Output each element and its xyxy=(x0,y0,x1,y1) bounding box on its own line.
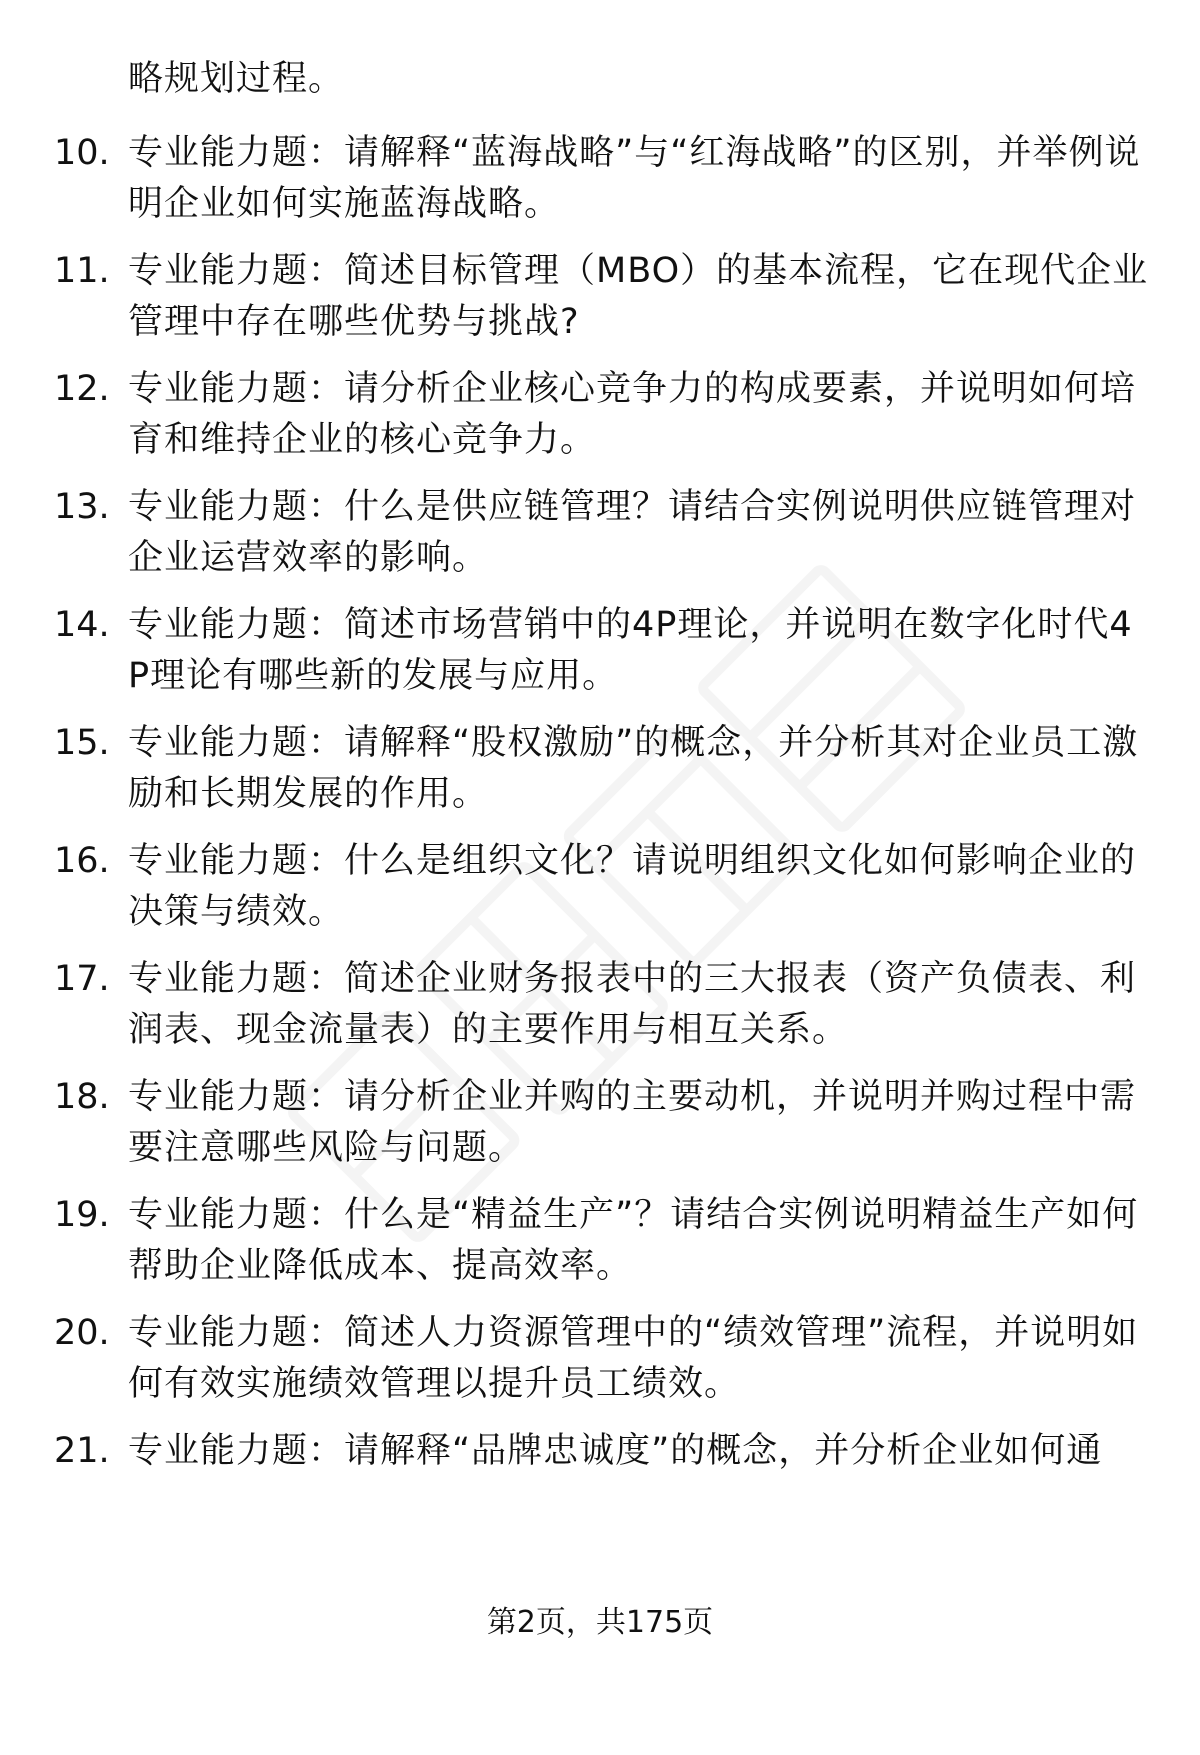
question-text: 专业能力题：什么是“精益生产”？请结合实例说明精益生产如何帮助企业降低成本、提高效率。 xyxy=(128,1195,1139,1286)
question-number: 18. xyxy=(54,1077,110,1117)
question-text: 专业能力题：什么是组织文化？请说明组织文化如何影响企业的决策与绩效。 xyxy=(128,841,1137,932)
question-text: 专业能力题：请解释“品牌忠诚度”的概念，并分析企业如何通 xyxy=(128,1431,1103,1471)
question-text: 专业能力题：简述企业财务报表中的三大报表（资产负债表、利润表、现金流量表）的主要作用与相互关系。 xyxy=(128,959,1137,1050)
question-number: 11. xyxy=(54,251,110,291)
question-number: 10. xyxy=(54,133,110,173)
question-text: 专业能力题：请分析企业核心竞争力的构成要素，并说明如何培育和维持企业的核心竞争力。 xyxy=(128,369,1137,460)
question-text: 专业能力题：简述市场营销中的4P理论，并说明在数字化时代4P理论有哪些新的发展与应用。 xyxy=(128,605,1133,696)
question-text: 专业能力题：简述人力资源管理中的“绩效管理”流程，并说明如何有效实施绩效管理以提升员工绩效。 xyxy=(128,1313,1139,1404)
question-number: 14. xyxy=(54,605,110,645)
question-number: 19. xyxy=(54,1195,110,1235)
continued-text: 略规划过程。 xyxy=(128,59,345,99)
question-text: 专业能力题：请解释“股权激励”的概念，并分析其对企业员工激励和长期发展的作用。 xyxy=(128,723,1139,814)
question-number: 20. xyxy=(54,1313,110,1353)
question-number: 17. xyxy=(54,959,110,999)
question-number: 13. xyxy=(54,487,110,527)
question-text: 专业能力题：请解释“蓝海战略”与“红海战略”的区别，并举例说明企业如何实施蓝海战略。 xyxy=(128,133,1141,224)
question-number: 16. xyxy=(54,841,110,881)
page-number: 第2页，共175页 xyxy=(486,1605,714,1640)
question-number: 21. xyxy=(54,1431,110,1471)
question-number: 12. xyxy=(54,369,110,409)
question-number: 15. xyxy=(54,723,110,763)
question-text: 专业能力题：请分析企业并购的主要动机，并说明并购过程中需要注意哪些风险与问题。 xyxy=(128,1077,1137,1168)
question-text: 专业能力题：简述目标管理（MBO）的基本流程，它在现代企业管理中存在哪些优势与挑战? xyxy=(128,251,1149,342)
question-text: 专业能力题：什么是供应链管理？请结合实例说明供应链管理对企业运营效率的影响。 xyxy=(128,487,1137,578)
